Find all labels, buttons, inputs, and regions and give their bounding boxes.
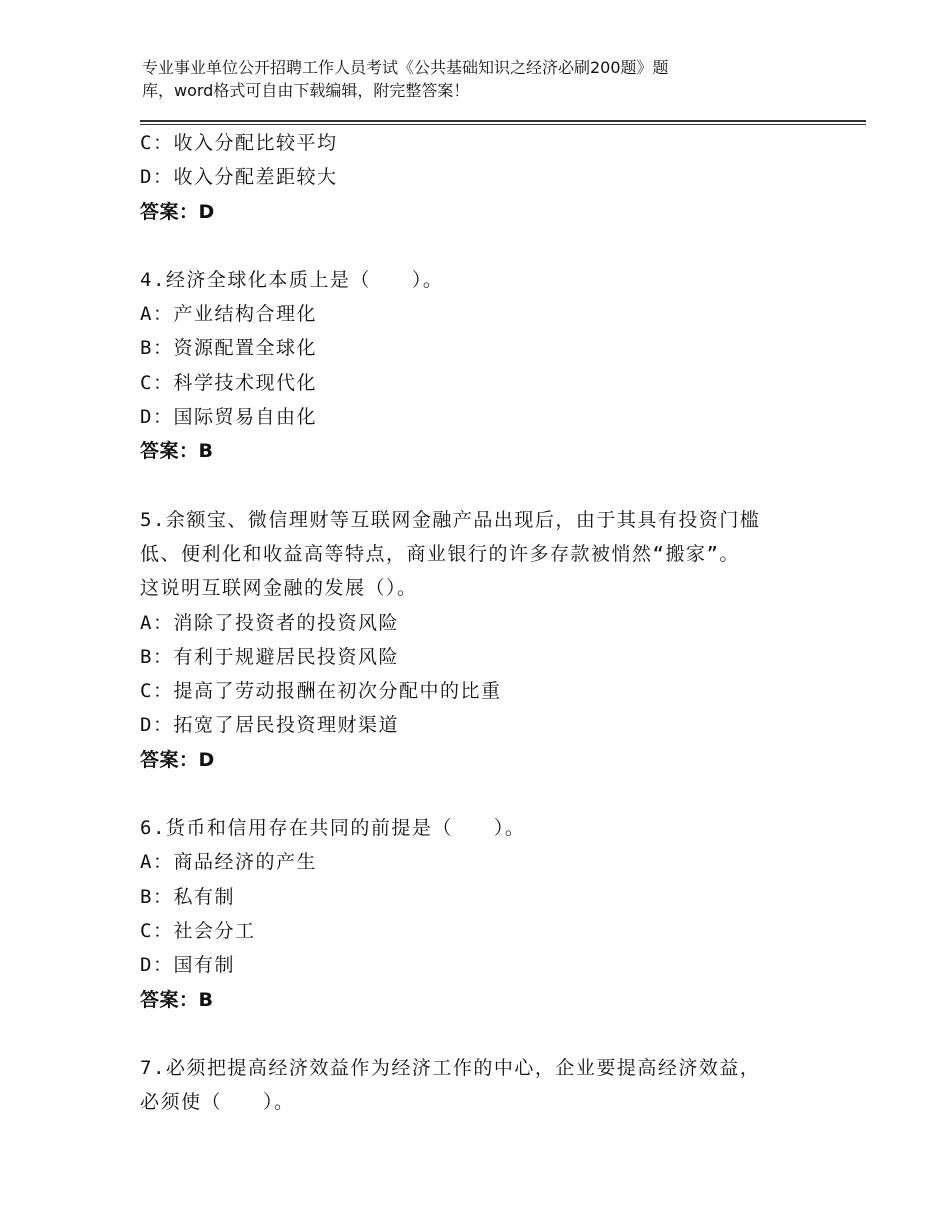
q3-answer: 答案：D: [140, 200, 215, 223]
q5-stem-line-3: 这说明互联网金融的发展（）。: [140, 577, 418, 600]
q4-option-c: C：科学技术现代化: [140, 371, 317, 394]
spacer: [140, 469, 820, 503]
q5-answer: 答案：D: [140, 748, 215, 771]
spacer: [140, 229, 820, 263]
q7-stem-line-1: 7.必须把提高经济效益作为经济工作的中心，企业要提高经济效益，: [140, 1056, 761, 1079]
header-rule-thin: [140, 124, 866, 125]
q4-option-d: D：国际贸易自由化: [140, 406, 317, 429]
q6-option-d: D：国有制: [140, 954, 235, 977]
q4-answer: 答案：B: [140, 440, 214, 463]
spacer: [140, 1017, 820, 1051]
question-content: [140, 126, 820, 1119]
q3-option-c: C：收入分配比较平均: [140, 132, 338, 154]
q6-answer: 答案：B: [140, 988, 214, 1011]
q6-stem: 6.货币和信用存在共同的前提是（ ）。: [140, 817, 526, 840]
q5-option-b: B：有利于规避居民投资风险: [140, 645, 399, 668]
q4-option-b: B：资源配置全球化: [140, 337, 317, 360]
spacer: [140, 777, 820, 811]
q3-option-d: D：收入分配差距较大: [140, 166, 338, 189]
q4-option-a: A：产业结构合理化: [140, 303, 317, 326]
q5-stem-line-1: 5.余额宝、微信理财等互联网金融产品出现后，由于其具有投资门槛: [140, 508, 761, 531]
q7-stem-line-2: 必须使（ ）。: [140, 1091, 295, 1114]
q6-option-b: B：私有制: [140, 885, 235, 908]
q5-stem-line-2: 低、便利化和收益高等特点，商业银行的许多存款被悄然“搬家”。: [140, 542, 740, 565]
q5-option-c: C：提高了劳动报酬在初次分配中的比重: [140, 680, 502, 703]
q5-option-d: D：拓宽了居民投资理财渠道: [140, 714, 399, 737]
q6-option-a: A：商品经济的产生: [140, 851, 317, 874]
q4-stem: 4.经济全球化本质上是（ ）。: [140, 268, 444, 291]
header-rule-thick: [140, 120, 866, 122]
document-header: [142, 56, 782, 102]
q5-option-a: A：消除了投资者的投资风险: [140, 611, 399, 634]
q6-option-c: C：社会分工: [140, 919, 256, 942]
header-line-1: 专业事业单位公开招聘工作人员考试《公共基础知识之经济必刷200题》题: [142, 58, 669, 77]
header-line-2: 库，word格式可自由下载编辑，附完整答案！: [142, 81, 470, 100]
